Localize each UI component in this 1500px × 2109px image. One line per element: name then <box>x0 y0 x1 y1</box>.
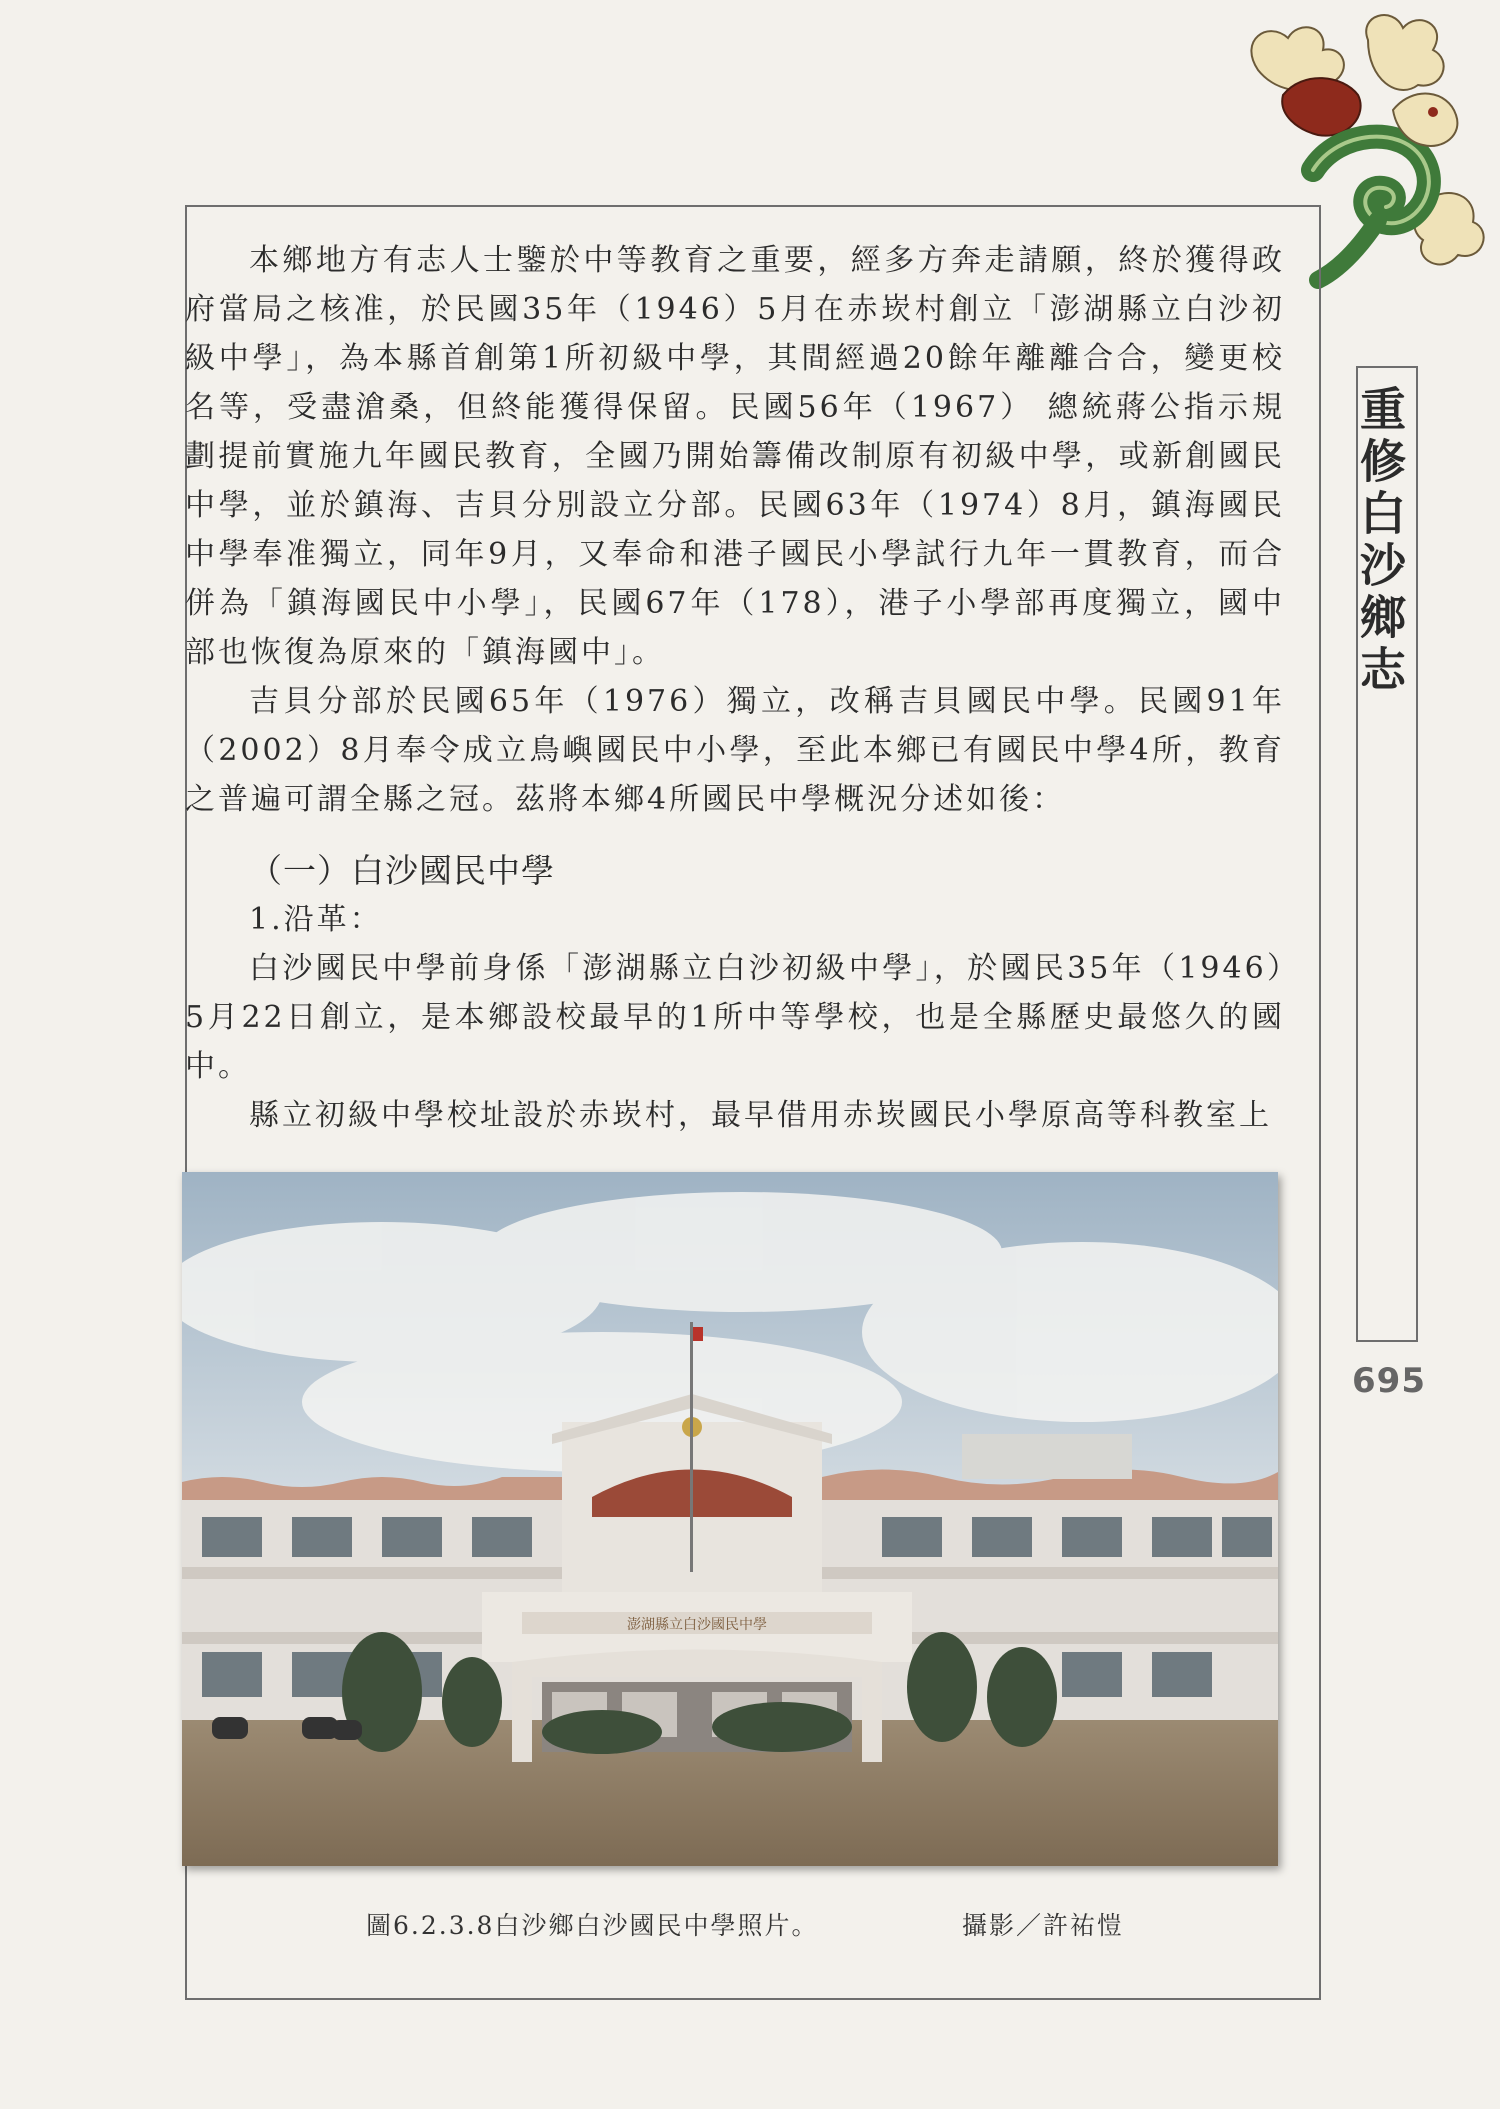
subsection-heading: 1.沿革： <box>249 902 383 937</box>
body-text <box>185 236 1285 1140</box>
figure-caption: 圖6.2.3.8白沙鄉白沙國民中學照片。 <box>366 1911 819 1940</box>
paragraph: 白沙國民中學前身係「澎湖縣立白沙初級中學」，於國民35年（1946）5月22日創立，是本鄉設校最早的1所中等學校，也是全縣歷史最悠久的國中。 <box>185 951 1285 1084</box>
book-title: 重修白沙鄉志 <box>1353 385 1407 697</box>
page-number: 695 <box>1352 1361 1426 1401</box>
section-heading: （一）白沙國民中學 <box>249 851 555 890</box>
paragraph: 縣立初級中學校址設於赤崁村，最早借用赤崁國民小學原高等科教室上 <box>249 1098 1272 1133</box>
photo-credit: 攝影／許祐愷 <box>962 1911 1125 1940</box>
building-sign: 澎湖縣立白沙國民中學 <box>627 1617 767 1633</box>
paragraph: 吉貝分部於民國65年（1976）獨立，改稱吉貝國民中學。民國91年（2002）8月奉令成立鳥嶼國民中小學，至此本鄉已有國民中學4所，教育之普遍可謂全縣之冠。茲將本鄉4所國民中學概況分述如後： <box>185 684 1285 817</box>
school-photo <box>182 1172 1278 1866</box>
paragraph: 本鄉地方有志人士鑒於中等教育之重要，經多方奔走請願，終於獲得政府當局之核准，於民國35年（1946）5月在赤崁村創立「澎湖縣立白沙初級中學」，為本縣首創第1所初級中學，其間經過20餘年離離合合，變更校名等，受盡滄桑，但終能獲得保留。民國56年（1967） 總統蔣公指示規劃提前實施九年國民教育，全國乃開始籌備改制原有初級中學，或新創國民中學，並於鎮海、吉貝分別設立分部。民國63年（1974）8月，鎮海國民中學奉准獨立，同年9月，又奉命和港子國民小學試行九年一貫教育，而合併為「鎮海國民中小學」，民國67年（178），港子小學部再度獨立，國中部也恢復為原來的「鎮海國中」。 <box>185 243 1285 670</box>
